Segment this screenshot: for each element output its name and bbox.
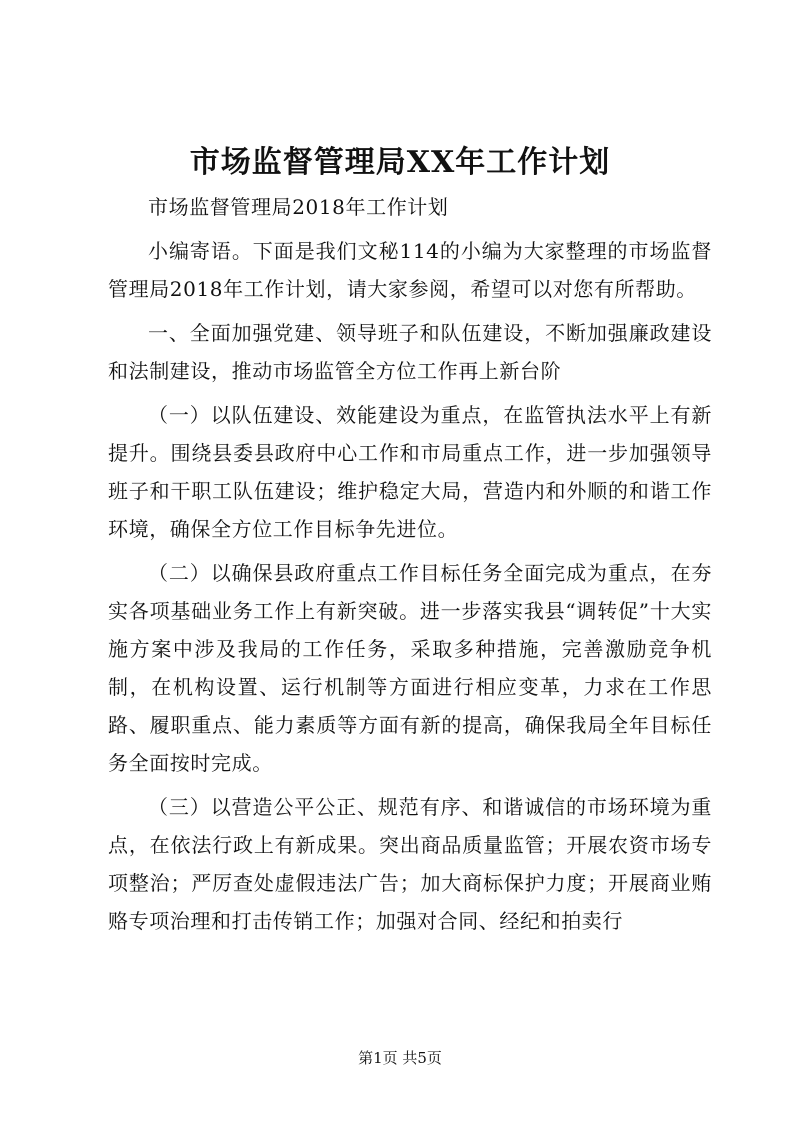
paragraph-item-two: （二）以确保县政府重点工作目标任务全面完成为重点，在夯实各项基础业务工作上有新突破。进一步落实我县“调转促”十大实施方案中涉及我局的工作任务，采取多种措施，完善激励竞争机制，在机构设置、运行机制等方面进行相应变革，力求在工作思路、履职重点、能力素质等方面有新的提高，确保我局全年目标任务全面按时完成。 [108,561,712,775]
page-number-footer: 第1页 共5页 [358,1049,442,1067]
paragraph-item-three: （三）以营造公平公正、规范有序、和谐诚信的市场环境为重点，在依法行政上有新成果。突出商品质量监管；开展农资市场专项整治；严厉查处虚假违法广告；加大商标保护力度；开展商业贿赂专项治理和打击传销工作；加强对合同、经纪和拍卖行 [108,795,712,933]
paragraph-intro: 小编寄语。下面是我们文秘114的小编为大家整理的市场监督管理局2018年工作计划，请大家参阅，希望可以对您有所帮助。 [108,239,712,301]
paragraph-section-one-heading: 一、全面加强党建、领导班子和队伍建设，不断加强廉政建设和法制建设，推动市场监管全方位工作再上新台阶 [108,321,712,383]
document-body [108,188,712,940]
paragraph-subtitle: 市场监督管理局2018年工作计划 [148,195,449,219]
paragraph-item-one: （一）以队伍建设、效能建设为重点，在监管执法水平上有新提升。围绕县委县政府中心工作和市局重点工作，进一步加强领导班子和干职工队伍建设；维护稳定大局，营造内和外顺的和谐工作环境，确保全方位工作目标争先进位。 [108,403,712,541]
document-title: 市场监督管理局XX年工作计划 [189,145,611,180]
